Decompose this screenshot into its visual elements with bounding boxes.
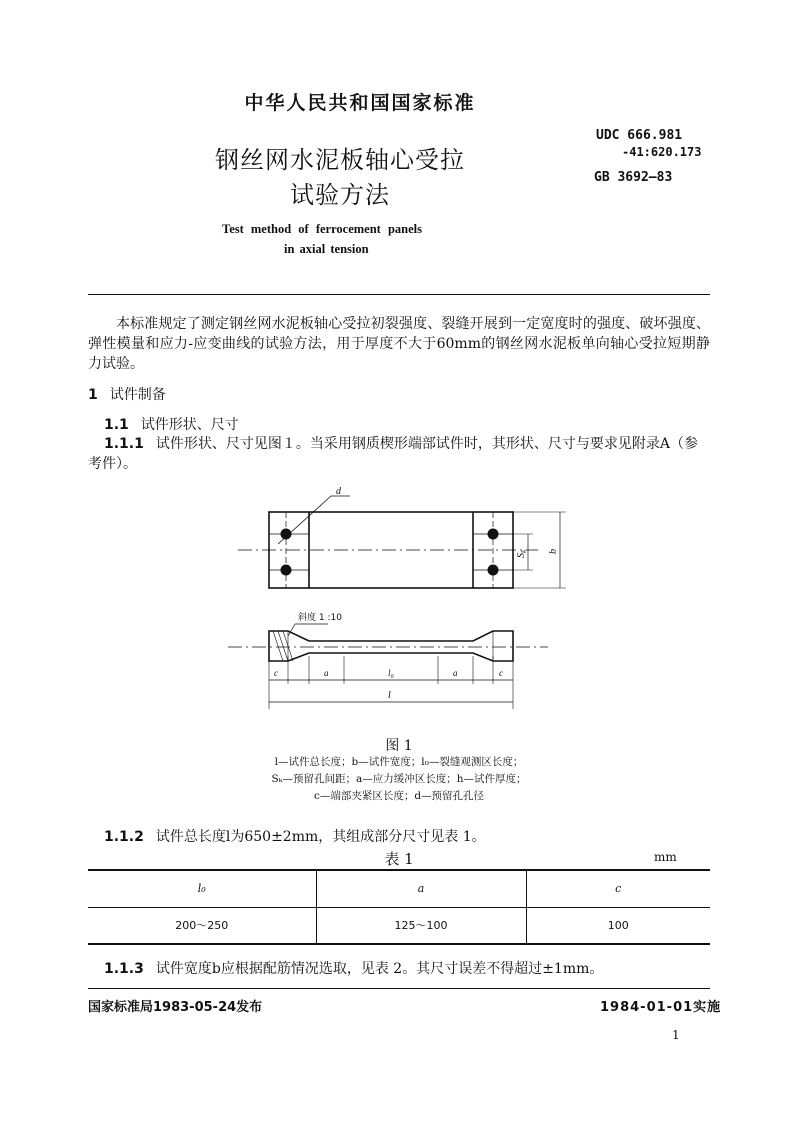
header-divider (88, 294, 710, 295)
label-l0 (388, 668, 394, 680)
section-1-1-1-paragraph (88, 434, 710, 474)
section-title: 试件形状、尺寸 (140, 417, 239, 433)
table-header-row (88, 870, 710, 907)
section-number: 1 (88, 387, 98, 403)
figure-caption: 图 1 (385, 738, 413, 754)
section-number: 1.1.2 (104, 829, 144, 845)
effective-date: 1984-01-01实施 (600, 1000, 722, 1015)
table-cell: 200～250 (88, 907, 316, 944)
document-title-line1: 钢丝网水泥板轴心受拉 (215, 146, 465, 174)
table-header-cell: a (316, 870, 526, 907)
figure-1-specimen-drawing (88, 484, 588, 724)
label-l0-sub: 0 (390, 674, 394, 680)
section-number: 1.1 (104, 417, 129, 433)
leader-d (278, 496, 331, 544)
section-text: 试件形状、尺寸见图１。当采用钢质楔形端部试件时，其形状、尺寸与要求见附录A（参考件）。 (88, 436, 698, 472)
table-1-title: 表 1 (384, 850, 414, 868)
specimen-outline-side (269, 631, 513, 661)
section-1-1-heading (104, 414, 239, 434)
page-number: 1 (672, 1028, 680, 1042)
table-cell: 125～100 (316, 907, 526, 944)
section-text: 试件总长度l为650±2mm，其组成部分尺寸见表 1。 (155, 829, 486, 845)
hatch (273, 631, 283, 661)
label-slope: 斜度 1 :10 (298, 613, 342, 623)
intro-paragraph: 本标准规定了测定钢丝网水泥板轴心受拉初裂强度、裂缝开展到一定宽度时的强度、破坏强度、弹性模量和应力-应变曲线的试验方法，用于厚度不大于60mm的钢丝网水泥板单向轴心受拉短期静力试验。 (88, 316, 710, 372)
reserved-hole (488, 565, 498, 575)
label-l: l (388, 690, 391, 701)
issued-date: 国家标准局1983-05-24发布 (88, 1000, 263, 1015)
reserved-hole (488, 529, 498, 539)
label-c-right: c (499, 668, 503, 678)
section-title: 试件制备 (109, 387, 166, 403)
label-sk-sub: k (520, 549, 528, 553)
label-b: b (548, 549, 559, 554)
document-title-line2: 试验方法 (290, 181, 390, 209)
figure-legend-line1: l—试件总长度；b—试件宽度；l₀—裂缝观测区长度； (274, 756, 524, 768)
english-title-line2: in axial tension (284, 242, 369, 256)
section-number: 1.1.1 (104, 436, 144, 452)
section-1-1-2-paragraph (104, 826, 486, 846)
figure-legend-line3: c—端部夹紧区长度；d—预留孔孔径 (313, 790, 485, 802)
table-1 (88, 869, 710, 945)
table-header-cell: l₀ (88, 870, 316, 907)
udc-code-line1: UDC 666.981 (596, 128, 683, 143)
section-1-1-3-paragraph (104, 958, 603, 978)
footer-divider (88, 988, 710, 989)
label-l0-main: l (388, 668, 391, 678)
label-sk (516, 549, 528, 558)
national-standard-heading: 中华人民共和国国家标准 (244, 92, 476, 114)
label-d: d (336, 486, 341, 497)
reserved-hole (281, 565, 291, 575)
label-c-left: c (274, 668, 278, 678)
label-a-left: a (324, 668, 329, 678)
section-text: 试件宽度b应根据配筋情况选取，见表 2。其尺寸误差不得超过±1mm。 (155, 961, 604, 977)
udc-code-line2: -41:620.173 (622, 145, 702, 159)
table-header-cell: c (526, 870, 710, 907)
table-1-unit: mm (654, 850, 677, 864)
label-sk-main: S (516, 553, 527, 558)
label-a-right: a (453, 668, 458, 678)
gb-code: GB 3692—83 (594, 170, 673, 185)
figure-legend-line2: Sₖ—预留孔间距；a—应力缓冲区长度；h—试件厚度； (271, 773, 527, 785)
table-row (88, 907, 710, 944)
section-number: 1.1.3 (104, 961, 144, 977)
english-title-line1: Test method of ferrocement panels (222, 222, 422, 236)
section-1-heading (88, 384, 166, 404)
hatch (278, 631, 288, 661)
table-cell: 100 (526, 907, 710, 944)
